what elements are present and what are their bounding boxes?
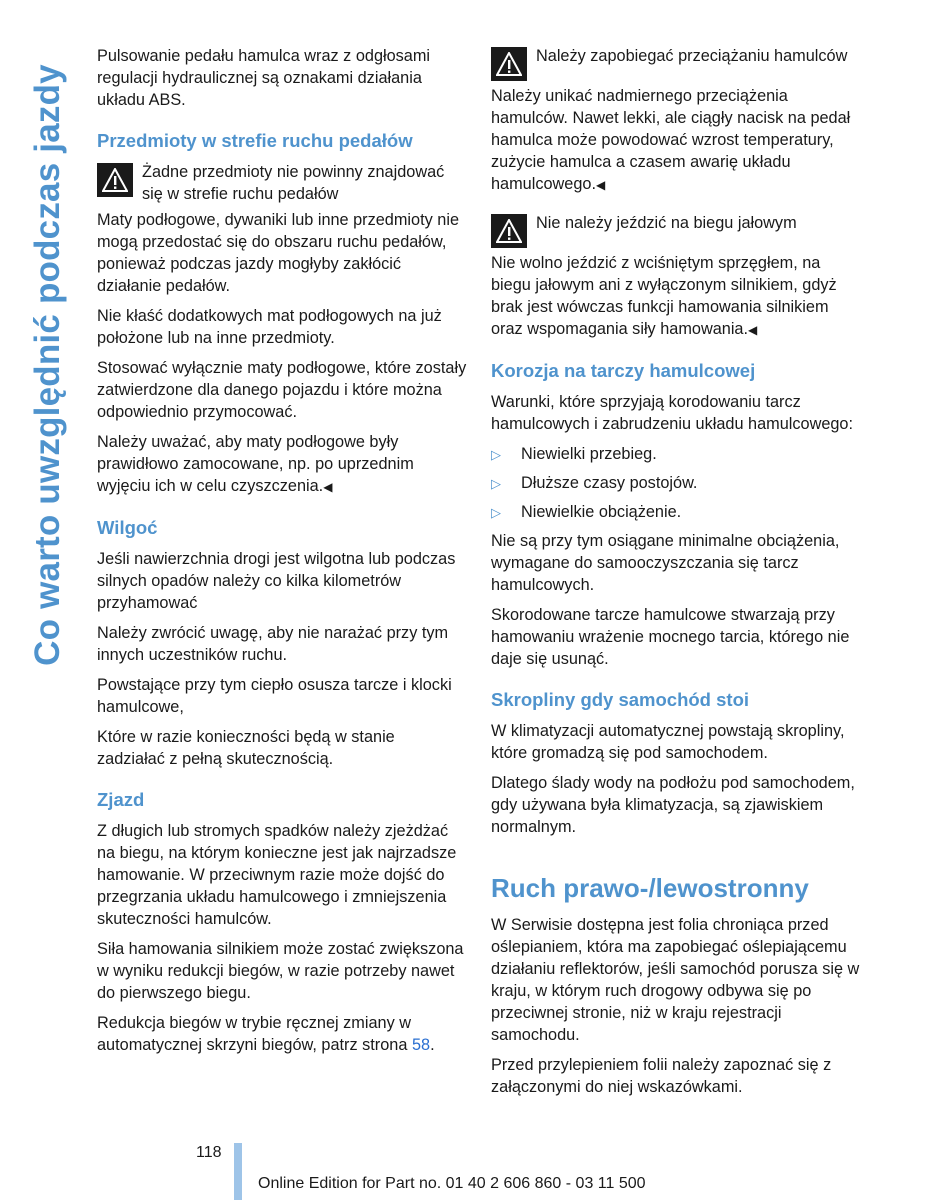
paragraph-period: . [430,1036,435,1054]
triangle-bullet-icon: ▷ [491,505,501,520]
triangle-bullet-icon: ▷ [491,447,501,462]
section-heading-corrosion: Korozja na tarczy hamulcowej [491,360,756,381]
section-heading-moisture: Wilgoć [97,517,158,538]
list-item-text: Niewielki przebieg. [521,445,657,463]
list-item [491,443,861,466]
paragraph: Dlatego ślady wody na podłożu pod samochodem, gdy używana była klimatyzacja, są zjawiskiem normalnym. [491,774,855,836]
paragraph: Stosować wyłącznie maty podłogowe, które zostały zatwierdzone dla danego pojazdu i które można odpowiednio przymocować. [97,359,467,421]
triangle-bullet-icon: ▷ [491,476,501,491]
paragraph: Warunki, które sprzyjają korodowaniu tarcz hamulcowych i zabrudzeniu układu hamulcowego: [491,393,854,433]
list-item-text: Niewielkie obciążenie. [521,503,682,521]
warning-block-overload [491,45,861,81]
list-item [491,472,861,495]
warning-body [491,252,861,341]
page-reference-link[interactable]: 58 [411,1036,431,1054]
chapter-heading-traffic-side: Ruch prawo-/lewostronny [491,873,809,903]
paragraph-text: Nie wolno jeździć z wciśniętym sprzęgłem, na biegu jałowym ani z wyłączonym silnikiem, gdyż brak jest wówczas funkcji hamowania silnikiem oraz wspomagania siły hamowania. [491,254,837,338]
warning-triangle-icon [491,47,527,81]
paragraph-text: Należy uważać, aby maty podłogowe były prawidłowo zamocowane, np. po uprzednim wyjęciu ich w celu czyszczenia. [97,433,414,495]
warning-title: Żadne przedmioty nie powinny znajdować się w strefie ruchu pedałów [142,163,445,203]
end-mark-icon: ◀ [596,178,606,192]
paragraph: Skorodowane tarcze hamulcowe stwarzają przy hamowaniu wrażenie mocnego tarcia, którego nie daje się usunąć. [491,606,850,668]
footer-accent-bar [234,1143,242,1200]
paragraph: Należy zwrócić uwagę, aby nie narażać przy tym innych uczestników ruchu. [97,624,449,664]
end-mark-icon: ◀ [323,480,333,494]
warning-body [491,85,861,196]
warning-block-neutral [491,212,861,248]
paragraph-text: Należy unikać nadmiernego przeciążenia hamulców. Nawet lekki, ale ciągły nacisk na pedał hamulca może powodować wzrost temperatury, zużycie hamulca a czasem awarię układu hamulcowego. [491,87,851,193]
warning-triangle-icon [97,163,133,197]
paragraph: Jeśli nawierzchnia drogi jest wilgotna lub podczas silnych opadów należy co kilka kilometrów przyhamować [97,550,456,612]
footer-edition-text: Online Edition for Part no. 01 40 2 606 860 - 03 11 500 [258,1175,646,1192]
warning-block-pedals [97,161,467,205]
paragraph: Nie są przy tym osiągane minimalne obciążenia, wymagane do samooczyszczania się tarcz hamulcowych. [491,532,840,594]
left-column [97,45,467,1064]
list-item-text: Dłuższe czasy postojów. [521,474,698,492]
paragraph: W klimatyzacji automatycznej powstają skropliny, które gromadzą się pod samochodem. [491,722,845,762]
paragraph: Powstające przy tym ciepło osusza tarcze i klocki hamulcowe, [97,676,452,716]
paragraph: Przed przylepieniem folii należy zapoznać się z załączonymi do niej wskazówkami. [491,1056,832,1096]
page-number: 118 [196,1144,222,1161]
chapter-side-title [23,40,73,690]
section-heading-descent: Zjazd [97,789,145,810]
paragraph-with-end-mark [97,431,467,498]
paragraph: W Serwisie dostępna jest folia chroniąca przed oślepianiem, która ma zapobiegać oślepiającemu działaniu reflektorów, jeśli samochód porusza się w kraju, w którym ruch drogowy odbywa się po przeciwnej stronie, niż w kraju rejestracji samochodu. [491,916,860,1044]
paragraph: Nie kłaść dodatkowych mat podłogowych na już położone lub na inne przedmioty. [97,307,442,347]
end-mark-icon: ◀ [748,323,758,337]
warning-triangle-icon [491,214,527,248]
warning-title: Nie należy jeździć na biegu jałowym [536,214,797,232]
intro-paragraph: Pulsowanie pedału hamulca wraz z odgłosami regulacji hydraulicznej są oznakami działania układu ABS. [97,47,431,109]
list-item [491,501,861,524]
paragraph: Z długich lub stromych spadków należy zjeżdżać na biegu, na którym konieczne jest jak najrzadsze hamowanie. W przeciwnym razie może dojść do przegrzania układu hamulcowego i zmniejszenia skuteczności hamulców. [97,822,457,928]
paragraph-with-link [97,1012,467,1056]
paragraph: Maty podłogowe, dywaniki lub inne przedmioty nie mogą przedostać się do obszaru ruchu pedałów, ponieważ podczas jazdy mogłyby zakłócić działanie pedałów. [97,211,460,295]
right-column [491,45,861,1106]
warning-title: Należy zapobiegać przeciążaniu hamulców [536,47,848,65]
section-heading-pedals: Przedmioty w strefie ruchu pedałów [97,130,413,151]
chapter-title-text: Co warto uwzględnić podczas jazdy [28,64,67,666]
paragraph: Siła hamowania silnikiem może zostać zwiększona w wyniku redukcji biegów, w razie potrzeby nawet do pierwszego biegu. [97,940,464,1002]
paragraph-text: Redukcja biegów w trybie ręcznej zmiany w automatycznej skrzyni biegów, patrz strona [97,1014,411,1054]
section-heading-condensation: Skropliny gdy samochód stoi [491,689,750,710]
paragraph: Które w razie konieczności będą w stanie zadziałać z pełną skutecznością. [97,728,395,768]
bullet-list [491,443,861,524]
